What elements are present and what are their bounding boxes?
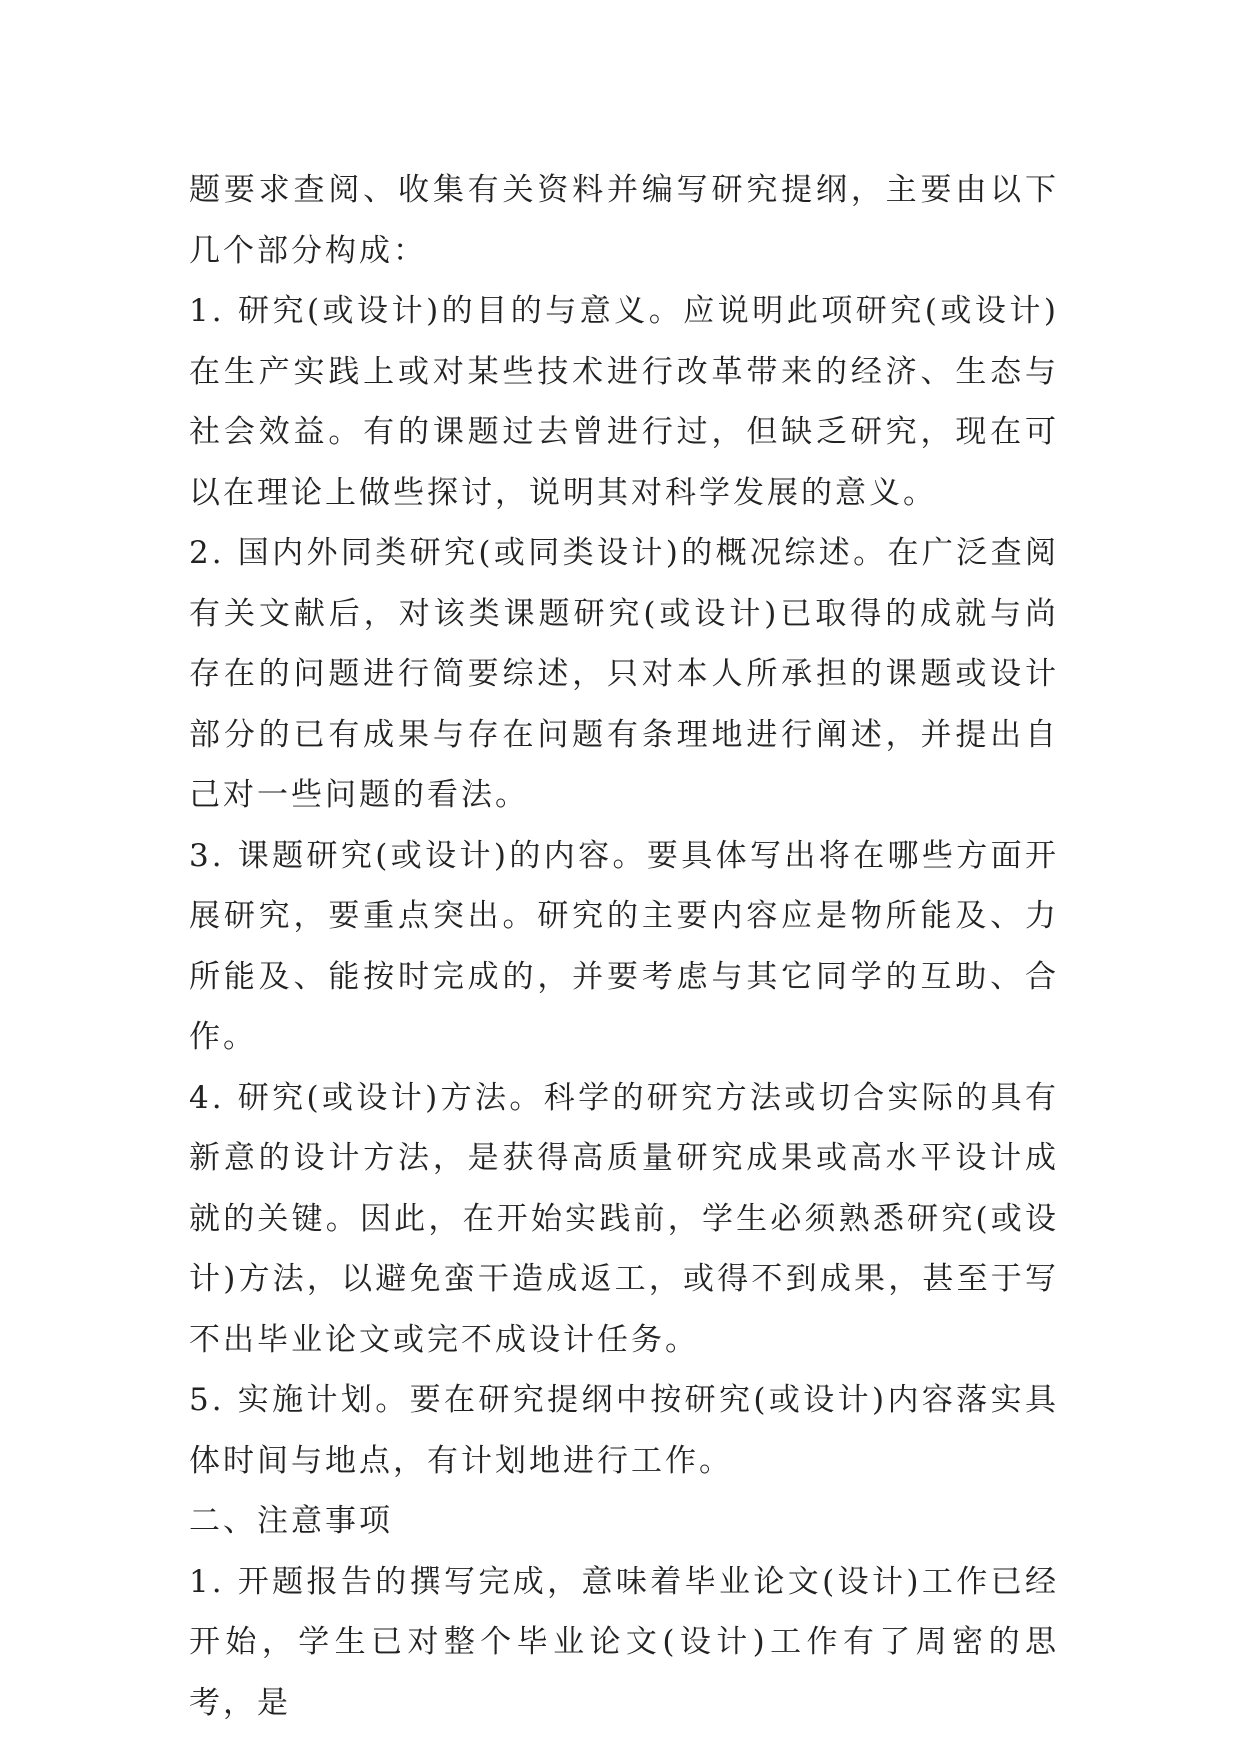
document-body [189, 160, 1059, 1733]
paragraph-research-content: 3. 课题研究(或设计)的内容。要具体写出将在哪些方面开展研究，要重点突出。研究的主要内容应是物所能及、力所能及、能按时完成的，并要考虑与其它同学的互助、合作。 [189, 837, 1059, 1055]
paragraph-intro-continuation: 题要求查阅、收集有关资料并编写研究提纲，主要由以下几个部分构成： [189, 172, 1059, 269]
section-heading-notes: 二、注意事项 [189, 1503, 393, 1539]
paragraph-implementation-plan: 5. 实施计划。要在研究提纲中按研究(或设计)内容落实具体时间与地点，有计划地进行工作。 [189, 1382, 1059, 1479]
paragraph-literature-review: 2. 国内外同类研究(或同类设计)的概况综述。在广泛查阅有关文献后，对该类课题研究(或设计)已取得的成就与尚存在的问题进行简要综述，只对本人所承担的课题或设计部分的已有成果与存在问题有条理地进行阐述，并提出自己对一些问题的看法。 [189, 535, 1059, 813]
paragraph-purpose-significance: 1. 研究(或设计)的目的与意义。应说明此项研究(或设计)在生产实践上或对某些技术进行改革带来的经济、生态与社会效益。有的课题过去曾进行过，但缺乏研究，现在可以在理论上做些探讨，说明其对科学发展的意义。 [189, 293, 1059, 511]
paragraph-research-method: 4. 研究(或设计)方法。科学的研究方法或切合实际的具有新意的设计方法，是获得高质量研究成果或高水平设计成就的关键。因此，在开始实践前，学生必须熟悉研究(或设计)方法，以避免蛮干造成返工，或得不到成果，甚至于写不出毕业论文或完不成设计任务。 [189, 1079, 1059, 1358]
paragraph-note-1: 1. 开题报告的撰写完成，意味着毕业论文(设计)工作已经开始，学生已对整个毕业论文(设计)工作有了周密的思考，是 [189, 1563, 1059, 1721]
